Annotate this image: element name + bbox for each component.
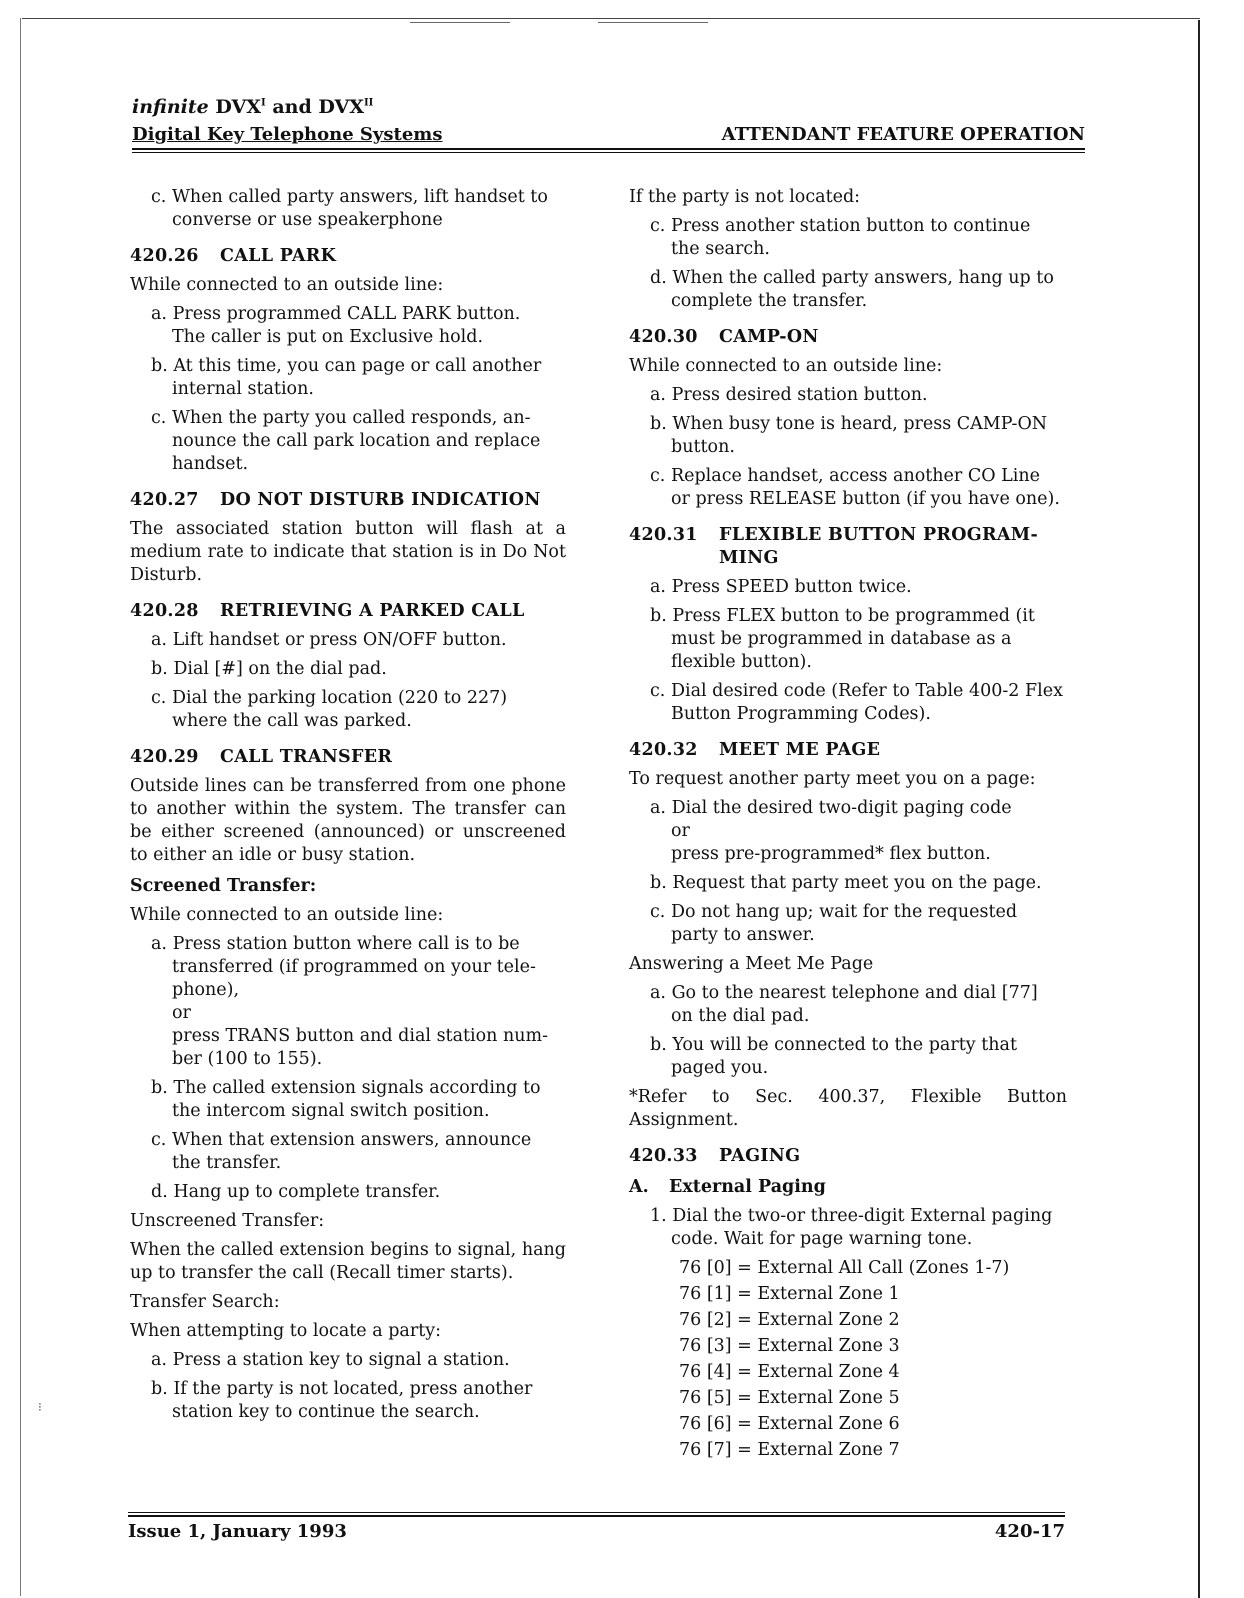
page-number: 420-17 [994, 1521, 1065, 1542]
list-item: b. If the party is not located, press another station key to continue the search. [151, 1379, 533, 1422]
list-item: c. When the party you called responds, an- nounce the call park location and replace handset. [151, 408, 541, 474]
subheading: A. External Paging [629, 1177, 826, 1197]
header-rule [132, 148, 1085, 150]
list-item: b. Request that party meet you on the page. [650, 873, 1042, 893]
section-heading: 420.26 CALL PARK [130, 246, 337, 266]
footer-row [128, 1521, 1065, 1542]
scan-speck: ⁝ [38, 1400, 42, 1414]
list-item: b. Press FLEX button to be programmed (it must be programmed in database as a flexible button). [650, 606, 1035, 672]
list-item: c. When that extension answers, announce the transfer. [151, 1130, 532, 1173]
list-item: b. When busy tone is heard, press CAMP-ON button. [650, 414, 1048, 457]
header-subtitle: Digital Key Telephone Systems [132, 124, 443, 145]
subheading: Unscreened Transfer: [130, 1211, 325, 1231]
list-item: a. Press desired station button. [650, 385, 928, 405]
section-heading: 420.29 CALL TRANSFER [130, 747, 393, 767]
list-item: d. Hang up to complete transfer. [151, 1182, 441, 1202]
header-subrow [132, 124, 1085, 145]
header-rule [132, 152, 1085, 153]
subheading: Answering a Meet Me Page [629, 954, 874, 974]
paragraph: When the called extension begins to signal, hang up to transfer the call (Recall timer starts). [130, 1240, 566, 1283]
paragraph: When attempting to locate a party: [130, 1321, 442, 1341]
section-heading: 420.33 PAGING [629, 1146, 801, 1166]
section-heading: 420.27 DO NOT DISTURB INDICATION [130, 490, 541, 510]
zone-code: 76 [4] = External Zone 4 [679, 1362, 900, 1382]
right-column [629, 186, 1067, 1465]
zone-code: 76 [3] = External Zone 3 [679, 1336, 900, 1356]
page-border-right [1198, 20, 1200, 1598]
list-item: c. Do not hang up; wait for the requested party to answer. [650, 902, 1018, 945]
scan-mark [598, 22, 708, 23]
list-item: a. Press SPEED button twice. [650, 577, 912, 597]
list-item: a. Press a station key to signal a station. [151, 1350, 510, 1370]
list-item: c. Dial the parking location (220 to 227) where the call was parked. [151, 688, 508, 731]
paragraph: While connected to an outside line: [629, 356, 943, 376]
section-heading: 420.32 MEET ME PAGE [629, 740, 881, 760]
page-header [132, 96, 1085, 153]
scan-mark [410, 22, 510, 23]
issue-date: Issue 1, January 1993 [128, 1521, 347, 1542]
paragraph: The associated station button will flash at a medium rate to indicate that station is in Do Not Disturb. [130, 519, 566, 585]
page-footer [128, 1512, 1065, 1542]
footer-rule [128, 1515, 1065, 1517]
zone-code: 76 [5] = External Zone 5 [679, 1388, 900, 1408]
list-item: b. The called extension signals according to the intercom signal switch position. [151, 1078, 541, 1121]
left-column [130, 186, 566, 1430]
zone-code: 76 [6] = External Zone 6 [679, 1414, 900, 1434]
zone-code: 76 [7] = External Zone 7 [679, 1440, 900, 1460]
paragraph: While connected to an outside line: [130, 275, 444, 295]
list-item: b. At this time, you can page or call another internal station. [151, 356, 542, 399]
list-item: a. Go to the nearest telephone and dial [77] on the dial pad. [650, 983, 1038, 1026]
section-heading: 420.28 RETRIEVING A PARKED CALL [130, 601, 525, 621]
list-item: a. Press station button where call is to be transferred (if programmed on your tele- phone), or press TRANS button and dial station num- ber (100 to 155). [151, 934, 549, 1069]
page-border-top [22, 18, 1200, 19]
list-item: b. Dial [#] on the dial pad. [151, 659, 387, 679]
section-heading: 420.30 CAMP-ON [629, 327, 819, 347]
paragraph: While connected to an outside line: [130, 905, 444, 925]
list-item: c. When called party answers, lift handset to converse or use speakerphone [151, 187, 548, 230]
paragraph: Outside lines can be transferred from one phone to another within the system. The transfer can be either screened (announced) or unscreened to either an idle or busy station. [130, 776, 566, 865]
list-item: d. When the called party answers, hang up to complete the transfer. [650, 268, 1054, 311]
list-item: c. Replace handset, access another CO Line or press RELEASE button (if you have one). [650, 466, 1060, 509]
paragraph: To request another party meet you on a page: [629, 769, 1036, 789]
footnote: *Refer to Sec. 400.37, Flexible Button Assignment. [629, 1087, 1067, 1130]
page-border-left [20, 18, 21, 1596]
zone-code: 76 [1] = External Zone 1 [679, 1284, 900, 1304]
list-item: a. Dial the desired two-digit paging code or press pre-programmed* flex button. [650, 798, 1012, 864]
list-item: 1. Dial the two-or three-digit External paging code. Wait for page warning tone. [650, 1206, 1053, 1249]
list-item: a. Press programmed CALL PARK button. The caller is put on Exclusive hold. [151, 304, 521, 347]
section-heading: 420.31 FLEXIBLE BUTTON PROGRAM- MING [629, 525, 1039, 568]
footer-rule [128, 1512, 1065, 1513]
list-item: c. Dial desired code (Refer to Table 400-2 Flex Button Programming Codes). [650, 681, 1063, 724]
zone-code: 76 [0] = External All Call (Zones 1-7) [679, 1258, 1010, 1278]
list-item: c. Press another station button to continue the search. [650, 216, 1031, 259]
subheading: Screened Transfer: [130, 876, 317, 896]
paragraph: If the party is not located: [629, 187, 861, 207]
list-item: a. Lift handset or press ON/OFF button. [151, 630, 507, 650]
subheading: Transfer Search: [130, 1292, 280, 1312]
brand-line: infinite $DVX^I$ and $DVX^{II}$ [132, 96, 374, 118]
list-item: b. You will be connected to the party that paged you. [650, 1035, 1017, 1078]
zone-code: 76 [2] = External Zone 2 [679, 1310, 900, 1330]
header-section-title: ATTENDANT FEATURE OPERATION [721, 124, 1085, 145]
